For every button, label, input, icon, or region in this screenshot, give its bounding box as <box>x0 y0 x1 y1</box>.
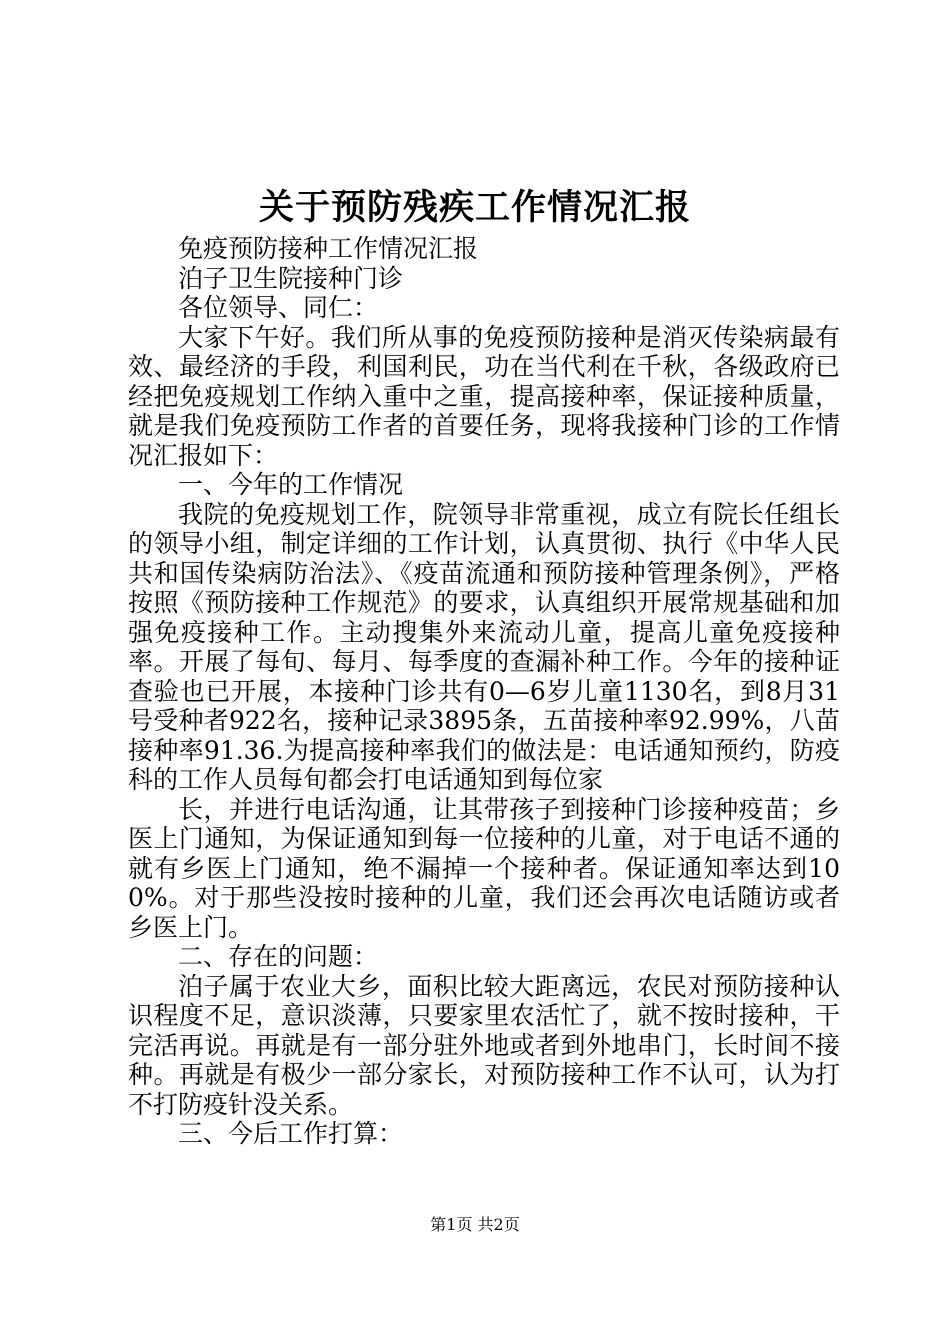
section-heading-work-status: 一、今年的工作情况 <box>178 470 404 499</box>
document-title: 关于预防残疾工作情况汇报 <box>258 187 691 228</box>
section-heading-problems: 二、存在的问题： <box>178 942 379 971</box>
problems-paragraph: 泊子属于农业大乡，面积比较大距离远，农民对预防接种认识程度不足，意识淡薄，只要家里农活忙了，就不按时接种，干完活再说。再就是有一部分驻外地或者到外地串门，长时间不接种。再就是有极少一部分家长，对预防接种工作不认可，认为打不打防疫针没关系。 <box>128 971 840 1119</box>
subtitle-paragraph: 免疫预防接种工作情况汇报 <box>178 234 479 263</box>
work-status-paragraph: 我院的免疫规划工作，院领导非常重视，成立有院长任组长的领导小组，制定详细的工作计划，认真贯彻、执行《中华人民共和国传染病防治法》、《疫苗流通和预防接种管理条例》，严格按照《预防接种工作规范》的要求，认真组织开展常规基础和加强免疫接种工作。主动搜集外来流动儿童，提高儿童免疫接种率。开展了每旬、每月、每季度的查漏补种工作。今年的接种证查验也已开展，本接种门诊共有0—6岁儿童1130名，到8月31号受种者922名，接种记录3895条，五苗接种率92.99%，八苗接种率91.36.为提高接种率我们的做法是：电话通知预约，防疫科的工作人员每旬都会打电话通知到每位家 <box>128 499 840 794</box>
intro-paragraph: 大家下午好。我们所从事的免疫预防接种是消灭传染病最有效、最经济的手段，利国利民，功在当代利在千秋，各级政府已经把免疫规划工作纳入重中之重，提高接种率，保证接种质量，就是我们免疫预防工作者的首要任务，现将我接种门诊的工作情况汇报如下： <box>128 322 840 470</box>
page-number-footer: 第1页 共2页 <box>430 1215 520 1234</box>
document-body <box>128 234 840 1149</box>
salutation-paragraph: 各位领导、同仁： <box>178 293 379 322</box>
organization-paragraph: 泊子卫生院接种门诊 <box>178 263 404 293</box>
notification-paragraph: 长，并进行电话沟通，让其带孩子到接种门诊接种疫苗；乡医上门通知，为保证通知到每一位接种的儿童，对于电话不通的就有乡医上门通知，绝不漏掉一个接种者。保证通知率达到100%。对于那些没按时接种的儿童，我们还会再次电话随访或者乡医上门。 <box>128 794 840 942</box>
section-heading-plans: 三、今后工作打算： <box>178 1119 404 1148</box>
